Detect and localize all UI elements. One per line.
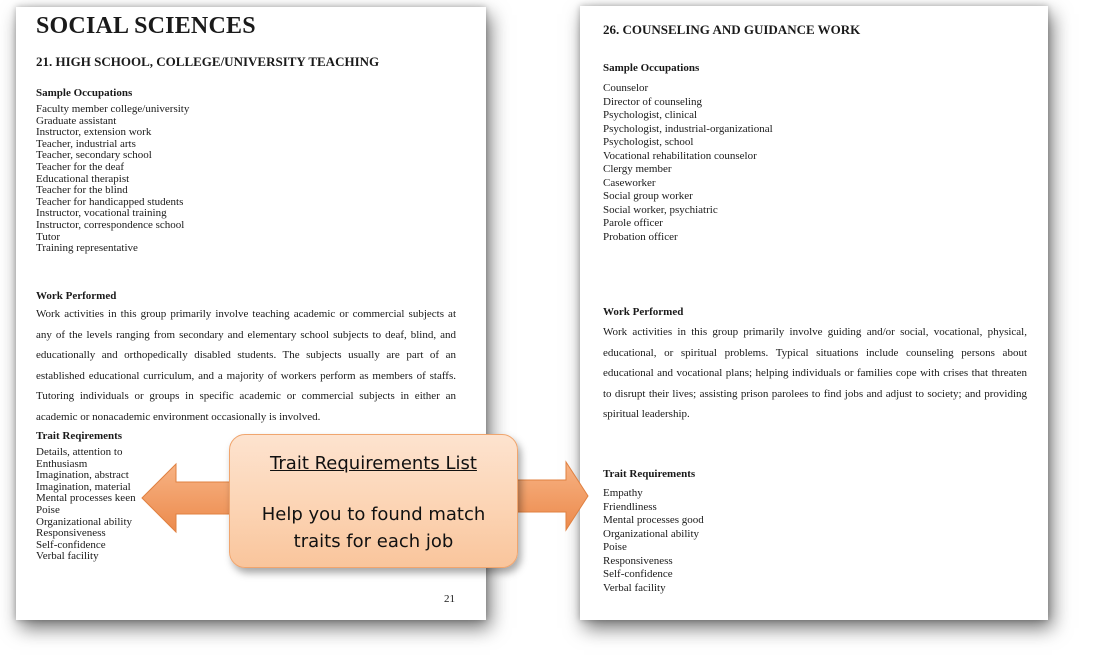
page-number: 21	[444, 593, 455, 605]
trait-item: Imagination, abstract	[36, 469, 129, 482]
section-title: SOCIAL SCIENCES	[36, 13, 256, 39]
left-job-heading: 21. HIGH SCHOOL, COLLEGE/UNIVERSITY TEACHING	[36, 54, 380, 69]
occupation-item: Caseworker	[603, 176, 656, 189]
trait-item: Mental processes keen	[36, 492, 136, 505]
occupation-item: Teacher for the deaf	[36, 160, 125, 173]
right-trait-list	[603, 487, 704, 595]
occupation-item: Probation officer	[603, 230, 678, 243]
trait-item: Details, attention to	[36, 446, 123, 458]
right-work-label: Work Performed	[603, 306, 684, 318]
trait-item: Empathy	[603, 487, 643, 499]
occupation-item: Clergy member	[603, 163, 672, 175]
occupation-item: Psychologist, industrial-organizational	[603, 122, 773, 135]
occupation-item: Teacher, secondary school	[36, 149, 152, 162]
occupation-item: Graduate assistant	[36, 114, 117, 127]
right-arrow-icon	[510, 460, 590, 532]
left-trait-list	[36, 447, 136, 563]
callout-title: Trait Requirements List	[270, 453, 477, 474]
trait-item: Mental processes good	[603, 514, 704, 526]
occupation-item: Teacher for the blind	[36, 184, 128, 197]
trait-callout-box	[229, 434, 518, 568]
trait-item: Self-confidence	[36, 538, 106, 551]
right-job-heading: 26. COUNSELING AND GUIDANCE WORK	[603, 22, 861, 37]
occupation-item: Instructor, vocational training	[36, 207, 167, 220]
occupation-item: Instructor, correspondence school	[36, 218, 185, 231]
occupation-item: Training representative	[36, 242, 138, 255]
occupation-item: Teacher for handicapped students	[36, 195, 184, 208]
trait-item: Poise	[36, 503, 60, 516]
occupation-item: Director of counseling	[603, 95, 702, 108]
callout-body: Help you to found match traits for each job	[261, 504, 486, 552]
trait-item: Self-confidence	[603, 568, 673, 580]
trait-item: Poise	[603, 541, 627, 553]
occupation-item: Psychologist, school	[603, 136, 694, 148]
trait-item: Verbal facility	[603, 581, 666, 594]
right-page	[580, 6, 1048, 620]
occupation-item: Counselor	[603, 82, 649, 94]
right-sample-label: Sample Occupations	[603, 62, 700, 74]
occupation-item: Social worker, psychiatric	[603, 203, 718, 216]
occupation-item: Vocational rehabilitation counselor	[603, 149, 757, 162]
trait-item: Responsiveness	[36, 527, 106, 540]
right-trait-label: Trait Requirements	[603, 468, 696, 480]
occupation-item: Instructor, extension work	[36, 126, 152, 139]
right-occupation-list	[603, 82, 773, 244]
occupation-item: Parole officer	[603, 217, 663, 229]
trait-item: Organizational ability	[603, 527, 700, 540]
left-trait-label: Trait Reqirements	[36, 430, 123, 442]
left-sample-label: Sample Occupations	[36, 87, 133, 99]
trait-item: Organizational ability	[36, 515, 133, 528]
trait-item: Responsiveness	[603, 554, 673, 567]
occupation-item: Tutor	[36, 230, 61, 243]
trait-item: Enthusiasm	[36, 457, 88, 470]
trait-item: Friendliness	[603, 500, 657, 513]
left-work-text: Work activities in this group primarily involve teaching academic or commercial subjects at any of the levels ranging from secondary and elementary school subjects to deaf, blind, and educationally and orthopedically disabled students. The subjects usually are part of an established educational curriculum, and a majority of workers perform as members of staffs. Tutoring individuals or groups in specific academic or commercial subjects in either an academic or nonacademic environment occasionally is involved.	[36, 308, 456, 423]
occupation-item: Educational therapist	[36, 172, 130, 185]
occupation-item: Teacher, industrial arts	[36, 137, 136, 150]
trait-item: Imagination, material	[36, 480, 131, 493]
left-arrow-icon	[140, 462, 240, 534]
occupation-item: Faculty member college/university	[36, 103, 190, 115]
left-work-label: Work Performed	[36, 290, 117, 302]
occupation-item: Psychologist, clinical	[603, 109, 698, 121]
right-work-text: Work activities in this group primarily involve guiding and/or social, vocational, physical, educational, or spiritual problems. Typical situations include counseling persons about educational and vocational plans; helping individuals or families cope with crises that threaten to disrupt their lives; assisting prison parolees to find jobs and adjust to society; and providing spiritual leadership.	[603, 326, 1027, 420]
occupation-item: Social group worker	[603, 190, 693, 202]
trait-item: Verbal facility	[36, 550, 99, 563]
left-occupation-list	[36, 104, 189, 255]
